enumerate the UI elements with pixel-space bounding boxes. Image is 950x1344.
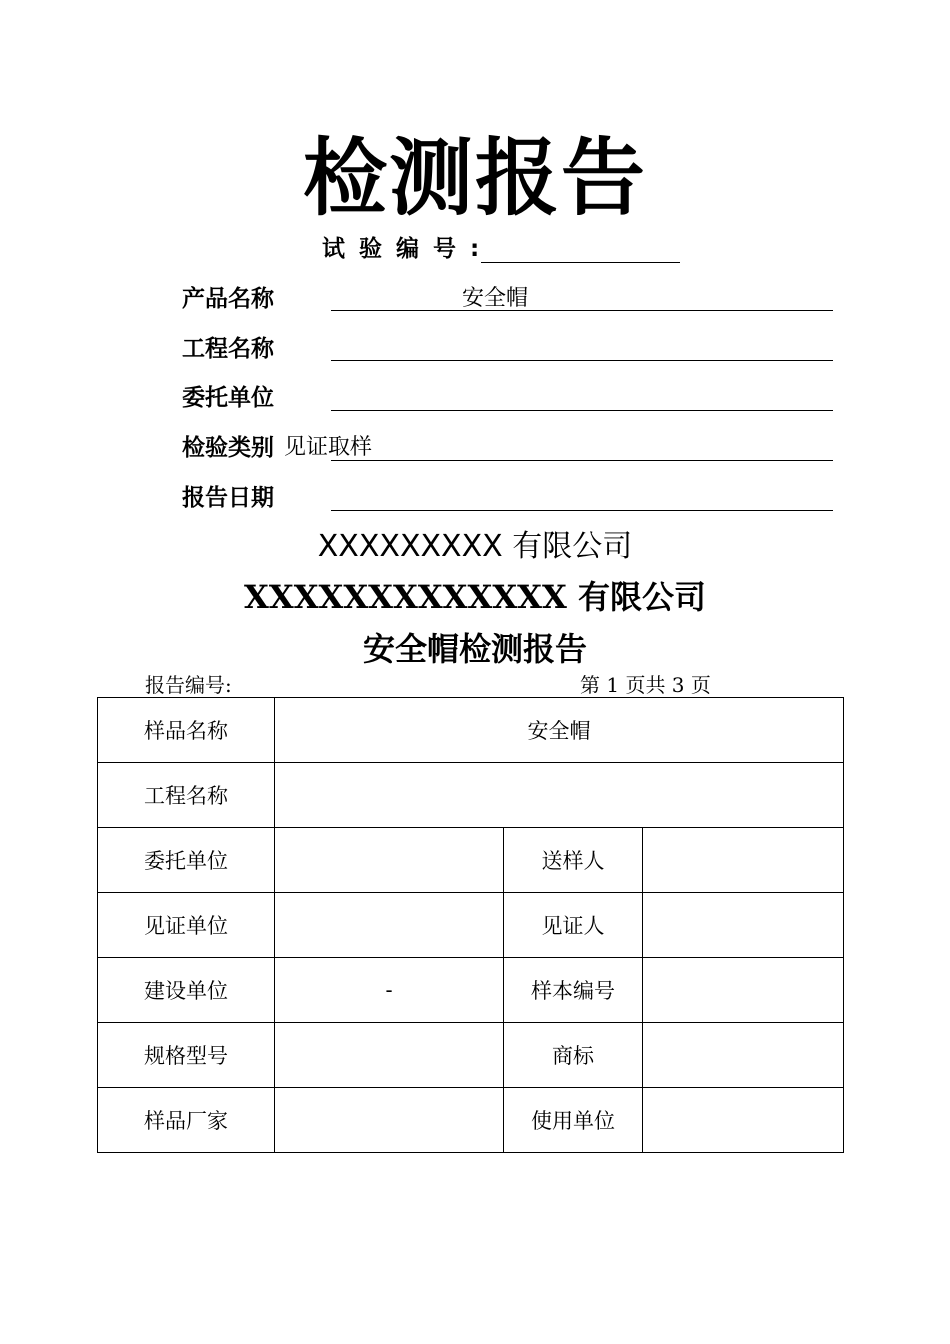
cell-value: - [275, 958, 504, 1023]
inspection-type-label: 检验类别 [182, 435, 274, 461]
cell-label: 见证人 [504, 893, 643, 958]
cover-company-name: XXXXXXXXX 有限公司 [317, 529, 633, 564]
product-name-line [331, 310, 833, 311]
product-name-value: 安全帽 [462, 286, 529, 311]
table-row [98, 958, 844, 1023]
cell-label: 规格型号 [98, 1023, 275, 1088]
report-date-label: 报告日期 [182, 485, 274, 511]
sample-name-value: 安全帽 [275, 698, 844, 763]
cell-value [643, 828, 844, 893]
cell-label: 见证单位 [98, 893, 275, 958]
project-name-cell-value [275, 763, 844, 828]
cell-label: 商标 [504, 1023, 643, 1088]
cell-label: 样本编号 [504, 958, 643, 1023]
cover-title: 检测报告 [302, 129, 647, 227]
test-number-label: 试验编号: [322, 236, 494, 262]
client-unit-label: 委托单位 [182, 385, 274, 411]
cell-value [643, 1088, 844, 1153]
cell-value [275, 893, 504, 958]
report-company-cn: 有限公司 [566, 578, 706, 616]
project-name-line [331, 360, 833, 361]
project-name-cell-label: 工程名称 [98, 763, 275, 828]
page-info: 第 1 页共 3 页 [580, 673, 711, 697]
table-row [98, 1088, 844, 1153]
table-row [98, 763, 844, 828]
cell-value [643, 893, 844, 958]
report-title: 安全帽检测报告 [362, 630, 587, 668]
client-unit-line [331, 410, 833, 411]
cell-label: 建设单位 [98, 958, 275, 1023]
table-row [98, 828, 844, 893]
cell-value [643, 958, 844, 1023]
test-number-line [481, 262, 680, 263]
product-name-label: 产品名称 [182, 286, 274, 312]
project-name-label: 工程名称 [182, 336, 274, 362]
cell-value [275, 828, 504, 893]
cell-value [643, 1023, 844, 1088]
cell-value [275, 1023, 504, 1088]
table-row [98, 698, 844, 763]
cell-label: 样品厂家 [98, 1088, 275, 1153]
inspection-type-line [331, 460, 833, 461]
report-date-line [331, 510, 833, 511]
report-company-latin: XXXXXXXXXXXXX [244, 578, 567, 616]
cell-value [275, 1088, 504, 1153]
sample-name-label: 样品名称 [98, 698, 275, 763]
sample-info-table [97, 697, 844, 1153]
report-company-name [0, 576, 950, 618]
cell-label: 送样人 [504, 828, 643, 893]
inspection-type-value: 见证取样 [284, 435, 373, 460]
cell-label: 委托单位 [98, 828, 275, 893]
table-row [98, 1023, 844, 1088]
cell-label: 使用单位 [504, 1088, 643, 1153]
table-row [98, 893, 844, 958]
report-number-label: 报告编号: [145, 673, 232, 697]
